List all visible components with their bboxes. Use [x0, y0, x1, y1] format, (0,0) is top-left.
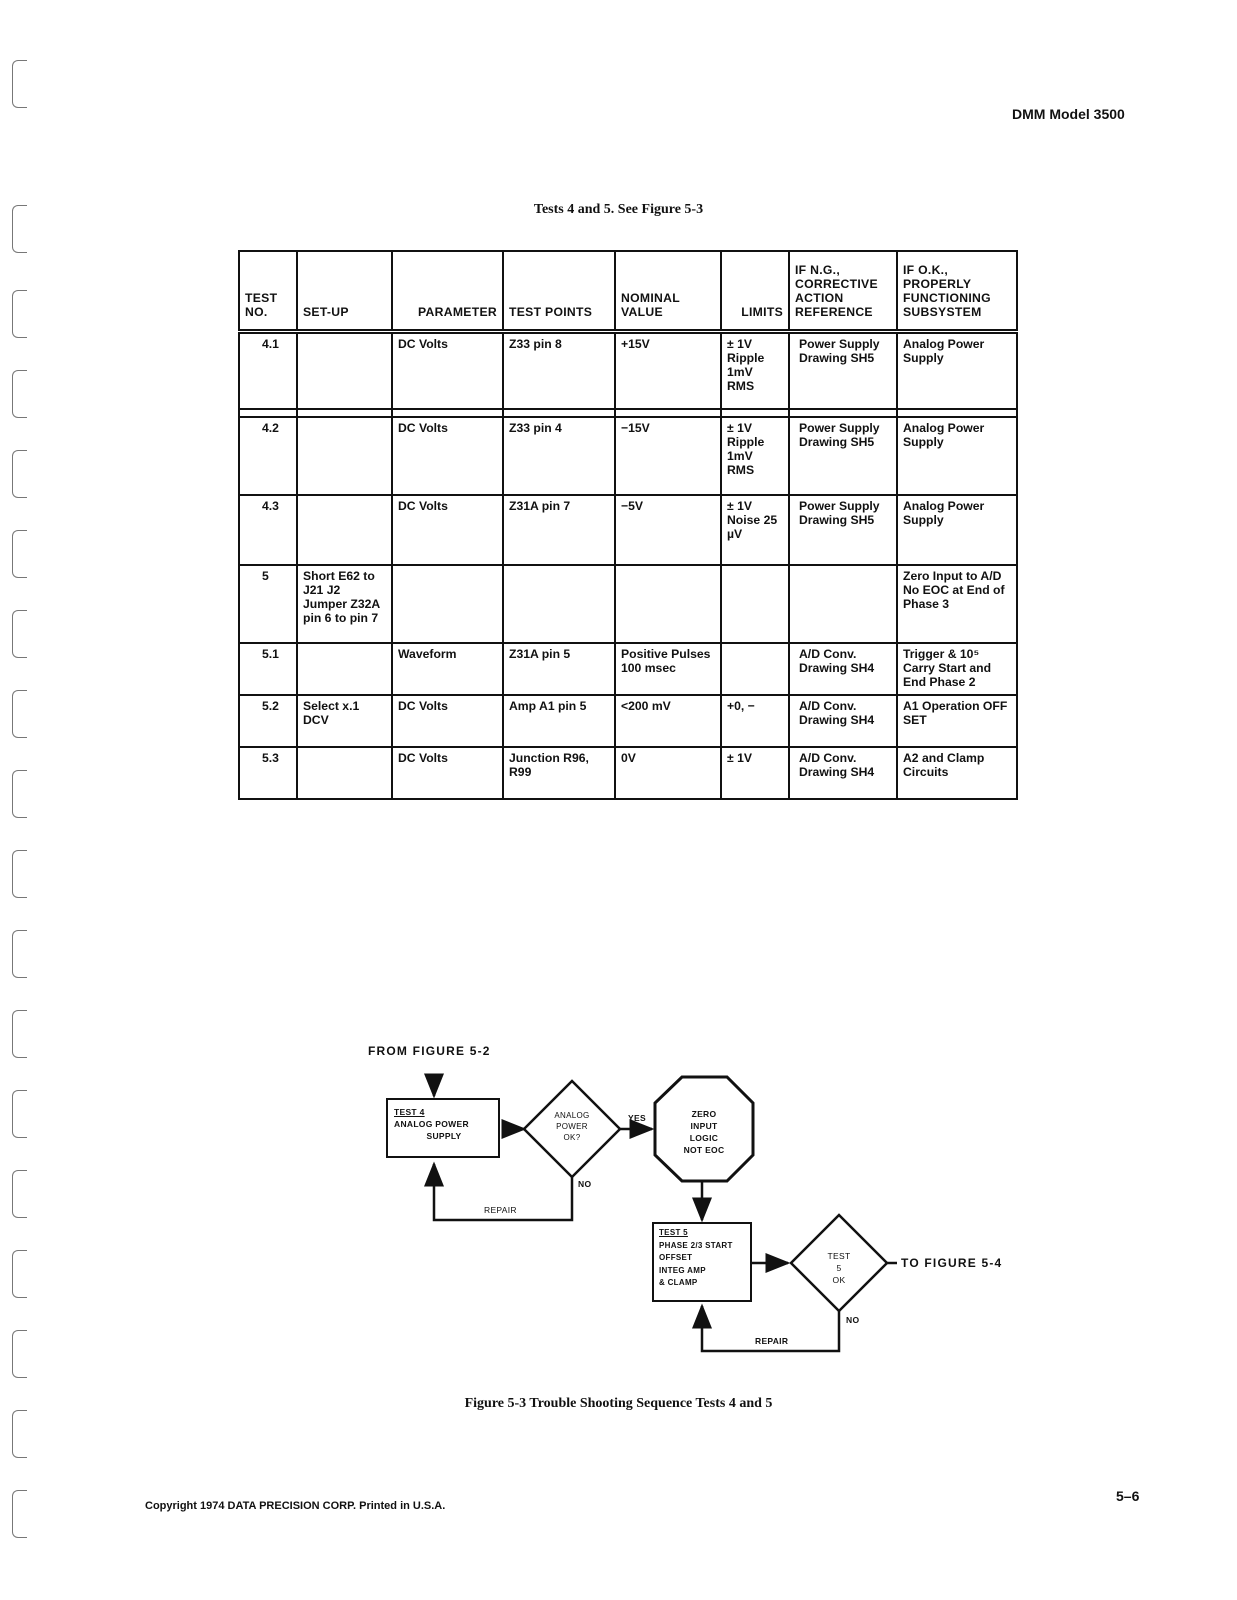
table-cell-parameter: DC Volts — [392, 417, 503, 495]
table-cell-points: Junction R96, R99 — [503, 747, 615, 799]
table-cell-nominal: +15V — [615, 331, 721, 409]
document-header: DMM Model 3500 — [1012, 106, 1125, 122]
table-cell-points: Amp A1 pin 5 — [503, 695, 615, 747]
to-figure-label: TO FIGURE 5-4 — [901, 1256, 1003, 1270]
column-header: PARAMETER — [392, 251, 503, 331]
column-header: IF N.G., CORRECTIVE ACTION REFERENCE — [789, 251, 897, 331]
table-cell-test: 5.3 — [239, 747, 297, 799]
table-cell-parameter: Waveform — [392, 643, 503, 695]
table-cell-limits: +0, − — [721, 695, 789, 747]
table-cell-nominal: −15V — [615, 417, 721, 495]
table-cell-ng: A/D Conv. Drawing SH4 — [789, 747, 897, 799]
table-cell-points: Z33 pin 4 — [503, 417, 615, 495]
table-cell-limits: ± 1V Ripple 1mV RMS — [721, 417, 789, 495]
repair-label-1: REPAIR — [484, 1205, 517, 1215]
table-cell-ng: Power Supply Drawing SH5 — [789, 417, 897, 495]
octagon-text: ZERO INPUT LOGIC NOT EOC — [683, 1109, 725, 1155]
from-figure-label: FROM FIGURE 5-2 — [368, 1044, 491, 1058]
table-cell-parameter: DC Volts — [392, 695, 503, 747]
figure-caption: Figure 5-3 Trouble Shooting Sequence Tests 4 and 5 — [464, 1396, 773, 1411]
table-cell-ok: Analog Power Supply — [897, 417, 1017, 495]
table-cell-ok: Zero Input to A/D No EOC at End of Phase 3 — [897, 565, 1017, 643]
table-cell-limits: ± 1V Noise 25 µV — [721, 495, 789, 565]
test5-box: TEST 5 PHASE 2/3 START OFFSET INTEG AMP & CLAMP — [652, 1222, 752, 1302]
table-cell-ok: Analog Power Supply — [897, 495, 1017, 565]
no-label-1: NO — [578, 1179, 592, 1189]
table-cell-ok: A1 Operation OFF SET — [897, 695, 1017, 747]
column-header: LIMITS — [721, 251, 789, 331]
table-cell-setup: Select x.1 DCV — [297, 695, 392, 747]
no-label-2: NO — [846, 1315, 860, 1325]
column-header: SET-UP — [297, 251, 392, 331]
yes-label: YES — [628, 1113, 646, 1123]
table-cell-nominal: −5V — [615, 495, 721, 565]
repair-label-2: REPAIR — [755, 1336, 789, 1346]
table-cell-ng: A/D Conv. Drawing SH4 — [789, 643, 897, 695]
decision1-text: ANALOG POWER OK? — [554, 1111, 590, 1142]
table-cell-ok: Trigger & 10⁵ Carry Start and End Phase 2 — [897, 643, 1017, 695]
table-cell-points: Z33 pin 8 — [503, 331, 615, 409]
table-cell-test: 4.1 — [239, 331, 297, 409]
page-number: 5–6 — [1116, 1488, 1140, 1504]
table-cell-ng: A/D Conv. Drawing SH4 — [789, 695, 897, 747]
table-cell-setup: Short E62 to J21 J2 Jumper Z32A pin 6 to pin 7 — [297, 565, 392, 643]
table-cell-ng: Power Supply Drawing SH5 — [789, 331, 897, 409]
table-cell-limits: ± 1V — [721, 747, 789, 799]
table-cell-nominal: Positive Pulses 100 msec — [615, 643, 721, 695]
table-cell-ng: Power Supply Drawing SH5 — [789, 495, 897, 565]
table-cell-test: 4.2 — [239, 417, 297, 495]
table-cell-ok: A2 and Clamp Circuits — [897, 747, 1017, 799]
column-header: TEST POINTS — [503, 251, 615, 331]
table-cell-test: 5.1 — [239, 643, 297, 695]
table-cell-parameter: DC Volts — [392, 331, 503, 409]
table-cell-test: 5 — [239, 565, 297, 643]
column-header: IF O.K., PROPERLY FUNCTIONING SUBSYSTEM — [897, 251, 1017, 331]
test4-box: TEST 4 ANALOG POWER SUPPLY — [386, 1098, 500, 1158]
table-cell-test: 5.2 — [239, 695, 297, 747]
copyright-footer: Copyright 1974 DATA PRECISION CORP. Printed in U.S.A. — [145, 1500, 446, 1512]
table-cell-nominal: 0V — [615, 747, 721, 799]
decision2-text: TEST 5 OK — [827, 1251, 851, 1285]
table-cell-nominal: <200 mV — [615, 695, 721, 747]
column-header: TEST NO. — [239, 251, 297, 331]
table-cell-points: Z31A pin 7 — [503, 495, 615, 565]
table-cell-test: 4.3 — [239, 495, 297, 565]
column-header: NOMINAL VALUE — [615, 251, 721, 331]
table-cell-ok: Analog Power Supply — [897, 331, 1017, 409]
table-cell-parameter: DC Volts — [392, 495, 503, 565]
table-cell-points: Z31A pin 5 — [503, 643, 615, 695]
table-caption: Tests 4 and 5. See Figure 5-3 — [533, 202, 704, 217]
table-cell-limits: ± 1V Ripple 1mV RMS — [721, 331, 789, 409]
table-cell-parameter: DC Volts — [392, 747, 503, 799]
